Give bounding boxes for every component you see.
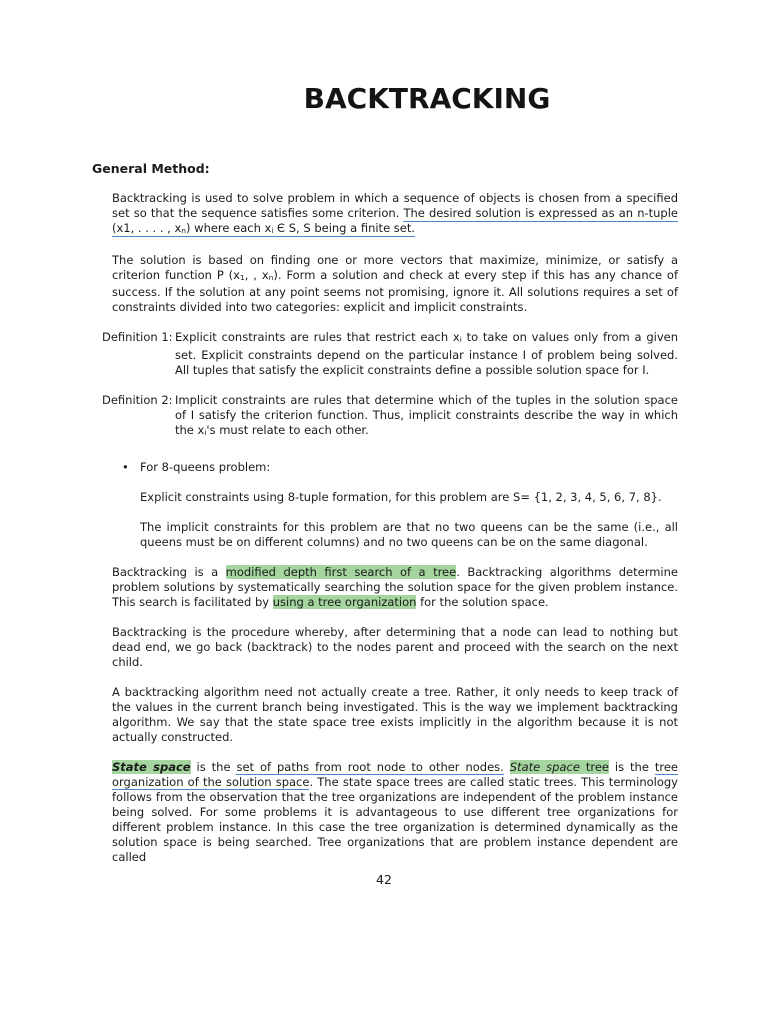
highlighted-text: using a tree organization (272, 594, 417, 609)
body-paragraph (112, 685, 678, 745)
definition-item (102, 330, 678, 377)
text-segment: i (459, 335, 462, 345)
sub-paragraph (140, 520, 678, 550)
underlined-text: ) where each x (186, 221, 272, 236)
text-segment: For 8-queens problem: (140, 459, 271, 474)
definition-label: Definition 2: (102, 392, 173, 407)
page-title: BACKTRACKING (303, 82, 551, 115)
text-segment: n (268, 273, 274, 283)
body-paragraph (112, 253, 678, 315)
text-segment: Backtracking is used to solve problem in which a sequence of objects is chosen from a specified set so that the sequence satisfies some criterion. (112, 191, 678, 221)
text-segment: A backtracking algorithm need not actually create a tree. Rather, it only needs to keep track of the values in the current branch being investigated. This is the way we implement backtracking algorithm. We say that the state space tree exists implicitly in the algorithm because it is not actually constructed. (112, 684, 678, 744)
bullet-item (122, 460, 678, 475)
text-segment: . The state space trees are called static trees. This terminology follows from the observation that the tree organizations are independent of the problem instance being solved. For some problems it is advantageous to use different tree organizations for different problem instance. In this case the tree organization is determined dynamically as the solution space is being searched. Tree organizations that are problem instance dependent are called (112, 774, 678, 864)
text-segment (504, 760, 510, 774)
bullet-text (140, 460, 270, 475)
underlined-text: tree organization of the solution space (112, 759, 679, 789)
highlighted-text: State space (509, 759, 580, 774)
text-segment: . Backtracking algorithms determine problem solutions by systematically searching the solution space for the given problem instance. This search is facilitated by (112, 564, 678, 609)
text-segment: 1 (239, 273, 245, 283)
underlined-text: n (181, 226, 187, 236)
highlighted-text: tree (579, 759, 609, 774)
body-paragraph (112, 625, 678, 670)
text-segment: , , x (244, 268, 269, 283)
highlighted-text: modified depth first search of a tree (225, 564, 457, 579)
text-segment: The solution is based on finding one or more vectors that maximize, minimize, or satisfy a criterion function P (x (112, 253, 678, 283)
text-segment: Backtracking is a (112, 564, 226, 579)
underlined-text: The desired solution is expressed as an n-tuple (x1, . . . . , x (112, 206, 678, 236)
document-body (0, 191, 768, 864)
definition-text (175, 393, 678, 440)
definition-text (175, 330, 678, 377)
text-segment: 's must relate to each other. (206, 422, 369, 437)
body-paragraph (112, 191, 678, 238)
text-segment: is the (608, 759, 655, 774)
definition-item (102, 393, 678, 440)
underlined-text: Є S, S being a finite set. (273, 221, 416, 236)
underlined-text: set of paths from root node to other nodes. (236, 759, 504, 774)
text-segment: Explicit constraints using 8-tuple formation, for this problem are S= {1, 2, 3, 4, 5, 6, 7, 8}. (140, 489, 662, 504)
body-paragraph (112, 565, 678, 610)
text-segment: The implicit constraints for this problem are that no two queens can be the same (i.e., all queens must be on different columns) and no two queens can be on the same diagonal. (140, 519, 678, 549)
text-segment: to take on values only from a given set. Explicit constraints depend on the particular instance I of problem being solved. All tuples that satisfy the explicit constraints define a possible solution space for I. (175, 330, 679, 377)
text-segment: ). Form a solution and check at every step if this has any chance of success. If the solution at any point seems not promising, ignore it. All solutions requires a set of constraints divided into two categories: explicit and implicit constraints. (112, 268, 679, 315)
body-paragraph (112, 760, 678, 865)
page-number: 42 (376, 871, 392, 887)
underlined-text: i (271, 226, 274, 236)
text-segment: i (204, 427, 207, 437)
text-segment: Explicit constraints are rules that restrict each x (175, 330, 460, 345)
highlighted-text: State space (112, 759, 191, 774)
text-segment: for the solution space. (416, 594, 549, 609)
definition-label: Definition 1: (102, 330, 173, 345)
section-heading: General Method: (92, 161, 210, 177)
text-segment: Implicit constraints are rules that determine which of the tuples in the solution space of I satisfy the criterion function. Thus, implicit constraints describe the way in which the x (175, 392, 678, 437)
text-segment: is the (190, 759, 237, 774)
sub-paragraph (140, 490, 678, 505)
text-segment: Backtracking is the procedure whereby, after determining that a node can lead to nothing but dead end, we go back (backtrack) to the nodes parent and proceed with the search on the next child. (112, 624, 678, 669)
